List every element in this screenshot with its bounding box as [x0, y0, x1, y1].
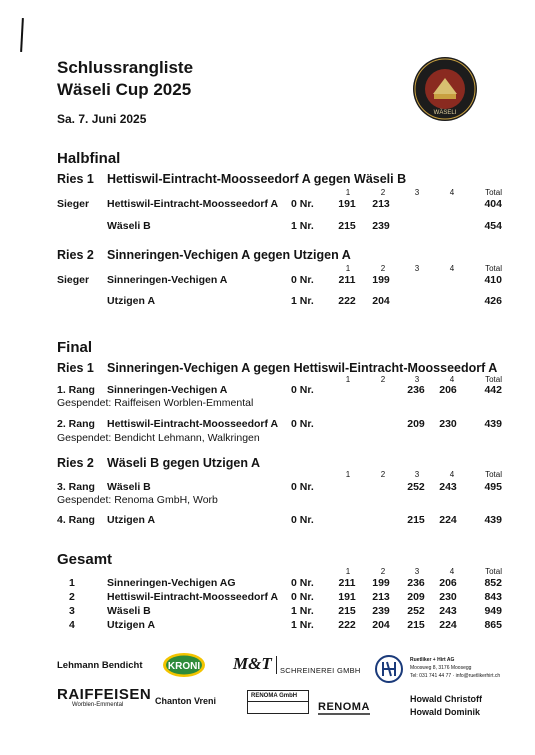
score-2: 239 [372, 220, 390, 232]
sponsor-christoff: Howald Christoff [410, 694, 482, 704]
col-header: 1 [345, 375, 351, 384]
score-2: 199 [372, 577, 390, 589]
nr: 0 Nr. [291, 514, 314, 526]
score-1: 215 [338, 220, 356, 232]
score-1: 215 [338, 605, 356, 617]
page-title-line2: Wäseli Cup 2025 [57, 80, 192, 99]
col-header: Total [485, 375, 502, 384]
seal-bottom-text: WÄSELI [433, 110, 457, 116]
score-4: 230 [439, 591, 457, 603]
f-ries1-title: Sinneringen-Vechigen A gegen Hettiswil-Eintracht-Moosseedorf A [107, 361, 498, 375]
nr: 0 Nr. [291, 418, 314, 430]
score-4: 230 [439, 418, 457, 430]
total: 843 [484, 591, 502, 603]
raiffeisen-sub: Worblen-Emmental [72, 702, 124, 708]
score-1: 211 [338, 577, 356, 589]
col-header: 1 [345, 567, 351, 576]
col-header: Total [485, 567, 502, 576]
col-header: 2 [380, 188, 386, 197]
nr: 1 Nr. [291, 605, 314, 617]
mt-logo: M&T [233, 654, 272, 673]
score-1: 191 [338, 591, 356, 603]
col-header: 4 [449, 264, 455, 273]
renoma-logo-1 [247, 690, 309, 714]
final-heading: Final [57, 339, 93, 356]
nr: 0 Nr. [291, 577, 314, 589]
total: 410 [484, 274, 502, 286]
col-header: 3 [414, 264, 420, 273]
rank-label: 2 [69, 591, 75, 603]
sponsor-lehmann: Lehmann Bendicht [57, 660, 143, 671]
score-3: 236 [407, 577, 425, 589]
hf-ries2-label: Ries 2 [57, 248, 94, 262]
total: 495 [484, 481, 502, 493]
rank-label: 1. Rang [57, 384, 95, 396]
sponsor-note: Gespendet: Raiffeisen Worblen-Emmental [57, 397, 254, 409]
team-name: Utzigen A [107, 619, 156, 631]
score-3: 252 [407, 481, 425, 493]
total: 865 [484, 619, 502, 631]
total: 454 [484, 220, 502, 232]
halbfinal-heading: Halbfinal [57, 150, 121, 167]
col-header: 4 [449, 188, 455, 197]
sponsor-note: Gespendet: Renoma GmbH, Worb [57, 494, 218, 506]
raiffeisen-logo: RAIFFEISEN [57, 686, 152, 703]
sponsor-dominik: Howald Dominik [410, 707, 481, 717]
score-3: 209 [407, 591, 425, 603]
col-header: 1 [345, 188, 351, 197]
score-4: 224 [439, 514, 457, 526]
nr: 0 Nr. [291, 198, 314, 210]
team-name: Wäseli B [107, 220, 151, 232]
col-header: 3 [414, 375, 420, 384]
total: 426 [484, 295, 502, 307]
ruetliker-hirt-logo [374, 654, 404, 684]
col-header: 3 [414, 188, 420, 197]
kroni-text: KRONI [167, 661, 201, 672]
col-header: 4 [449, 470, 455, 479]
col-header: 2 [380, 567, 386, 576]
nr: 1 Nr. [291, 295, 314, 307]
team-name: Sinneringen-Vechigen AG [107, 577, 236, 589]
total: 439 [484, 514, 502, 526]
pen-mark [20, 18, 24, 52]
rank-label: 4. Rang [57, 514, 95, 526]
total: 439 [484, 418, 502, 430]
score-4: 206 [439, 577, 457, 589]
score-3: 236 [407, 384, 425, 396]
score-3: 252 [407, 605, 425, 617]
col-header: 1 [345, 264, 351, 273]
rank-label: 1 [69, 577, 75, 589]
ruetliker-name: Ruetliker + Hirt AG [410, 657, 455, 663]
score-1: 211 [338, 274, 356, 286]
col-header: 3 [414, 567, 420, 576]
score-3: 215 [407, 619, 425, 631]
sponsor-note: Gespendet: Bendicht Lehmann, Walkringen [57, 432, 260, 444]
team-name: Sinneringen-Vechigen A [107, 384, 228, 396]
ruetliker-contact: Tel: 031 741 44 77 · info@ruetlikerhirt.ch [410, 673, 501, 679]
nr: 1 Nr. [291, 220, 314, 232]
score-1: 191 [338, 198, 356, 210]
gesamt-heading: Gesamt [57, 551, 113, 568]
total: 949 [484, 605, 502, 617]
score-4: 224 [439, 619, 457, 631]
score-2: 213 [372, 198, 390, 210]
rank-label: 3 [69, 605, 75, 617]
ruetliker-addr: Moosweg 8, 3176 Moosegg [410, 665, 472, 671]
hf-ries2-title: Sinneringen-Vechigen A gegen Utzigen A [107, 248, 351, 262]
kroni-logo [162, 652, 206, 678]
score-1: 222 [338, 619, 356, 631]
col-header: 4 [449, 375, 455, 384]
page-title-line1: Schlussrangliste [57, 58, 194, 77]
total: 404 [484, 198, 502, 210]
team-name: Sinneringen-Vechigen A [107, 274, 228, 286]
nr: 0 Nr. [291, 274, 314, 286]
team-name: Hettiswil-Eintracht-Moosseedorf A [107, 418, 279, 430]
event-date: Sa. 7. Juni 2025 [57, 112, 147, 126]
team-name: Utzigen A [107, 514, 156, 526]
nr: 0 Nr. [291, 591, 314, 603]
nr: 1 Nr. [291, 619, 314, 631]
team-name: Wäseli B [107, 605, 151, 617]
score-4: 243 [439, 481, 457, 493]
sponsor-chanton: Chanton Vreni [155, 696, 217, 706]
hf-ries1-title: Hettiswil-Eintracht-Moosseedorf A gegen Wäseli B [107, 172, 407, 186]
rank-label: 4 [69, 619, 75, 631]
team-name: Utzigen A [107, 295, 156, 307]
nr: 0 Nr. [291, 384, 314, 396]
total: 442 [484, 384, 502, 396]
col-header: Total [485, 470, 502, 479]
score-4: 206 [439, 384, 457, 396]
col-header: 4 [449, 567, 455, 576]
f-ries2-label: Ries 2 [57, 456, 94, 470]
rank-label: 3. Rang [57, 481, 95, 493]
score-3: 209 [407, 418, 425, 430]
col-header: Total [485, 188, 502, 197]
team-name: Wäseli B [107, 481, 151, 493]
renoma-text-1: RENOMA GmbH [248, 691, 308, 702]
team-name: Hettiswil-Eintracht-Moosseedorf A [107, 198, 279, 210]
score-3: 215 [407, 514, 425, 526]
col-header: Total [485, 264, 502, 273]
rank-label: Sieger [57, 198, 90, 210]
col-header: 2 [380, 470, 386, 479]
score-2: 199 [372, 274, 390, 286]
rank-label: Sieger [57, 274, 90, 286]
hf-ries1-label: Ries 1 [57, 172, 94, 186]
rank-label: 2. Rang [57, 418, 95, 430]
col-header: 2 [380, 375, 386, 384]
nr: 0 Nr. [291, 481, 314, 493]
score-2: 239 [372, 605, 390, 617]
score-1: 222 [338, 295, 356, 307]
col-header: 1 [345, 470, 351, 479]
score-2: 204 [372, 619, 390, 631]
schreinerei-text: SCHREINEREI GMBH [280, 666, 361, 675]
team-name: Hettiswil-Eintracht-Moosseedorf A [107, 591, 279, 603]
f-ries2-title: Wäseli B gegen Utzigen A [107, 456, 261, 470]
mt-line [276, 656, 277, 674]
total: 852 [484, 577, 502, 589]
col-header: 3 [414, 470, 420, 479]
club-seal-logo [412, 56, 478, 122]
score-4: 243 [439, 605, 457, 617]
col-header: 2 [380, 264, 386, 273]
renoma-logo-2: RENOMA [318, 701, 370, 713]
score-2: 213 [372, 591, 390, 603]
score-2: 204 [372, 295, 390, 307]
f-ries1-label: Ries 1 [57, 361, 94, 375]
